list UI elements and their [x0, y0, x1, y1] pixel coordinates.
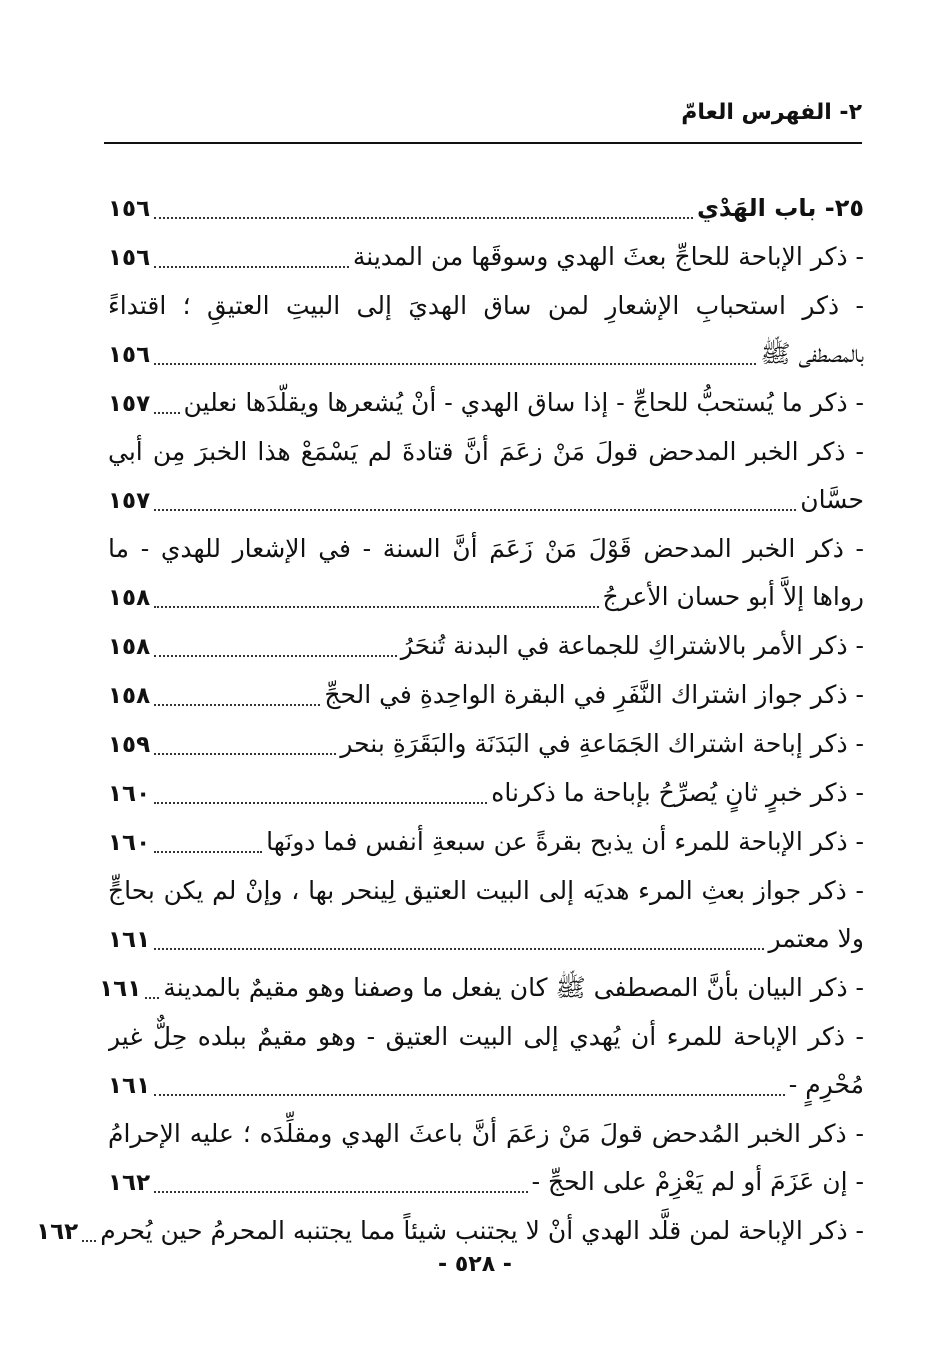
entry-page-number: ١٥٦ — [108, 342, 151, 368]
entry-text: - ذكر الإباحة للمرء أن يذبح بقرةً عن سبعةِ أنفس فما دونَها — [266, 827, 864, 856]
entry-page-number: ١٥٧ — [108, 488, 151, 514]
entry-page-number: ١٦١ — [108, 1073, 151, 1099]
dot-leader — [154, 412, 179, 414]
entry-text: - ذكر الأمر بالاشتراكِ للجماعة في البدنة تُنحَرُ — [400, 631, 864, 660]
toc-entry — [108, 525, 864, 622]
toc-entry — [108, 1110, 864, 1207]
toc-line — [108, 573, 864, 622]
toc-entry — [99, 964, 864, 1013]
toc-entry — [36, 1207, 864, 1256]
table-of-contents — [36, 184, 864, 1256]
toc-line — [108, 622, 864, 671]
dot-leader — [82, 1240, 96, 1242]
dot-leader — [154, 606, 598, 608]
toc-entry — [108, 769, 864, 818]
entry-text: بالمصطفى ﷺ — [760, 339, 864, 368]
entry-text: - ذكر البيان بأنَّ المصطفى ﷺ كان يفعل ما وصفنا وهو مقيمٌ بالمدينة — [163, 973, 864, 1002]
entry-page-number: ١٥٨ — [108, 683, 151, 709]
entry-text: - ذكر ما يُستحبُّ للحاجِّ - إذا ساق الهدي - أنْ يُشعرها ويقلّدَها نعلين — [183, 388, 864, 417]
entry-page-number: ١٥٦ — [108, 196, 151, 222]
toc-entry — [108, 867, 864, 964]
entry-page-number: ١٦٢ — [108, 1170, 151, 1196]
entry-page-number: ١٦١ — [99, 976, 142, 1002]
entry-page-number: ١٦١ — [108, 927, 151, 953]
toc-heading — [108, 184, 864, 233]
toc-line — [108, 379, 864, 428]
toc-line — [108, 769, 864, 818]
running-header: ٢- الفهرس العامّ — [681, 100, 862, 125]
toc-line — [108, 915, 864, 964]
page-number: - ٥٢٨ - — [438, 1252, 512, 1277]
entry-text: حسَّان — [800, 485, 864, 514]
entry-text-continued: - ذكر الخبر المدحض قولَ مَنْ زعَمَ أنَّ قتادةَ لم يَسْمَعْ هذا الخبرَ مِن أبي — [108, 437, 864, 466]
dot-leader — [154, 704, 320, 706]
entry-text: ٢٥- باب الهَدْي — [696, 194, 864, 222]
dot-leader — [154, 655, 397, 657]
entry-page-number: ١٦٢ — [36, 1219, 79, 1245]
dot-leader — [154, 363, 756, 365]
entry-text: - ذكر الإباحة للحاجِّ بعثَ الهدي وسوقَها من المدينة — [352, 242, 864, 271]
toc-entry — [108, 379, 864, 428]
toc-line — [108, 233, 864, 282]
entry-text: - ذكر الإباحة لمن قلَّد الهدي أنْ لا يجتنب شيئاً مما يجتنبه المحرمُ حين يُحرم — [100, 1216, 864, 1245]
toc-line — [108, 671, 864, 720]
dot-leader — [145, 997, 159, 999]
entry-page-number: ١٥٨ — [108, 634, 151, 660]
toc-entry — [108, 720, 864, 769]
entry-text: - ذكر جواز اشتراك النَّفَرِ في البقرة الواحِدةِ في الحجِّ — [324, 680, 864, 709]
entry-page-number: ١٦٠ — [108, 830, 151, 856]
dot-leader — [154, 753, 336, 755]
entry-text-continued: - ذكر الخبر المدحض قَوْلَ مَنْ زَعَمَ أنَّ السنة - في الإشعار للهدي - ما — [108, 534, 864, 563]
entry-text: - إن عَزَمَ أو لم يَعْزِمْ على الحجِّ - — [531, 1167, 864, 1196]
toc-line — [99, 964, 864, 1013]
entry-page-number: ١٥٩ — [108, 732, 151, 758]
dot-leader — [154, 1191, 527, 1193]
entry-page-number: ١٦٠ — [108, 781, 151, 807]
toc-line — [108, 184, 864, 233]
entry-text: رواها إلاَّ أبو حسان الأعرجُ — [602, 582, 864, 611]
toc-entry — [108, 671, 864, 720]
entry-page-number: ١٥٨ — [108, 585, 151, 611]
toc-line — [108, 476, 864, 525]
toc-entry — [108, 233, 864, 282]
entry-page-number: ١٥٦ — [108, 245, 151, 271]
toc-line — [108, 1158, 864, 1207]
toc-entry — [108, 1013, 864, 1110]
entry-text: - ذكر خبرٍ ثانٍ يُصرِّحُ بإباحة ما ذكرناه — [491, 778, 864, 807]
entry-text-continued: - ذكر الإباحة للمرء أن يُهدي إلى البيت العتيق - وهو مقيمٌ ببلده حِلٌّ غير — [108, 1022, 864, 1051]
entry-text: - ذكر إباحة اشتراك الجَمَاعةِ في البَدَنَة والبَقَرَةِ بنحر — [340, 729, 864, 758]
dot-leader — [154, 266, 349, 268]
entry-page-number: ١٥٧ — [108, 391, 151, 417]
toc-entry — [108, 428, 864, 525]
entry-text-continued: - ذكر الخبر المُدحض قولَ مَنْ زعَمَ أنَّ باعثَ الهدي ومقلِّدَه ؛ عليه الإحرامُ — [108, 1119, 864, 1148]
toc-entry — [108, 818, 864, 867]
entry-text-continued: - ذكر جواز بعثِ المرء هديَه إلى البيت العتيق لِينحر بها ، وإنْ لم يكن بحاجٍّ — [108, 876, 864, 905]
toc-line — [36, 1207, 864, 1256]
header-rule — [104, 142, 862, 144]
entry-text: مُحْرِمٍ - — [788, 1070, 864, 1099]
entry-text-continued: - ذكر استحبابِ الإشعارِ لمن ساق الهديَ إلى البيتِ العتيقِ ؛ اقتداءً — [108, 291, 864, 320]
dot-leader — [154, 802, 487, 804]
toc-entry — [108, 282, 864, 379]
dot-leader — [154, 948, 764, 950]
toc-line — [108, 330, 864, 379]
entry-text: ولا معتمر — [768, 924, 864, 953]
dot-leader — [154, 217, 693, 219]
dot-leader — [154, 509, 796, 511]
toc-line — [108, 720, 864, 769]
dot-leader — [154, 851, 262, 853]
toc-line — [108, 818, 864, 867]
toc-line — [108, 1061, 864, 1110]
toc-entry — [108, 622, 864, 671]
dot-leader — [154, 1094, 785, 1096]
